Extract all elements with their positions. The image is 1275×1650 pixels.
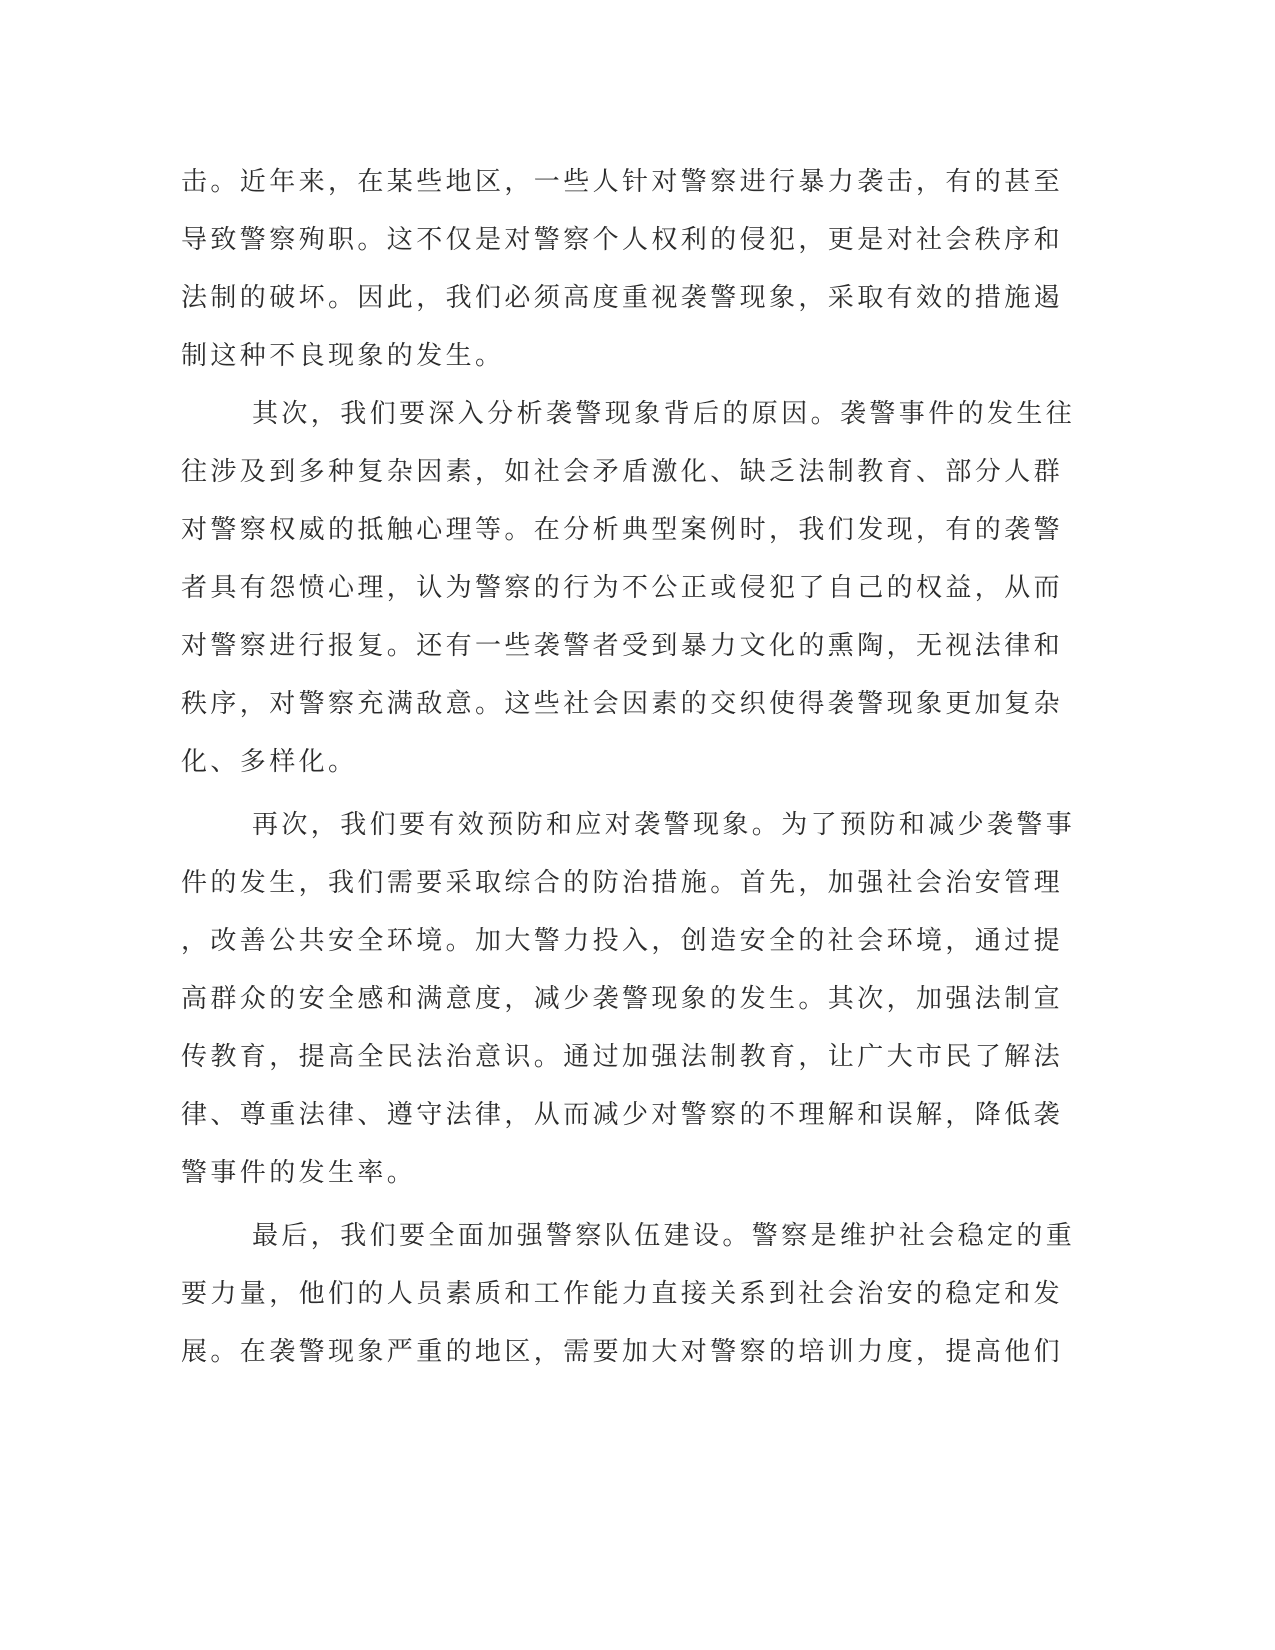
text-line: 导致警察殉职。这不仅是对警察个人权利的侵犯，更是对社会秩序和 — [181, 225, 1064, 255]
text-line: 制这种不良现象的发生。 — [181, 341, 505, 371]
text-line: 传教育，提高全民法治意识。通过加强法制教育，让广大市民了解法 — [181, 1042, 1064, 1072]
text-line: 件的发生，我们需要采取综合的防治措施。首先，加强社会治安管理 — [181, 868, 1064, 898]
text-line: 展。在袭警现象严重的地区，需要加大对警察的培训力度，提高他们 — [181, 1337, 1064, 1367]
text-line: 击。近年来，在某些地区，一些人针对警察进行暴力袭击，有的甚至 — [181, 167, 1064, 197]
text-line: 者具有怨愤心理，认为警察的行为不公正或侵犯了自己的权益，从而 — [181, 573, 1064, 603]
paragraph-first-line: 再次，我们要有效预防和应对袭警现象。为了预防和减少袭警事 — [252, 810, 1076, 840]
text-line: 法制的破坏。因此，我们必须高度重视袭警现象，采取有效的措施遏 — [181, 283, 1064, 313]
text-line: 高群众的安全感和满意度，减少袭警现象的发生。其次，加强法制宣 — [181, 984, 1064, 1014]
text-line: 秩序，对警察充满敌意。这些社会因素的交织使得袭警现象更加复杂 — [181, 689, 1064, 719]
paragraph-first-line: 其次，我们要深入分析袭警现象背后的原因。袭警事件的发生往 — [252, 399, 1076, 429]
text-line: 警事件的发生率。 — [181, 1158, 417, 1188]
text-line: 往涉及到多种复杂因素，如社会矛盾激化、缺乏法制教育、部分人群 — [181, 457, 1064, 487]
text-line: ，改善公共安全环境。加大警力投入，创造安全的社会环境，通过提 — [181, 926, 1064, 956]
text-line: 对警察进行报复。还有一些袭警者受到暴力文化的熏陶，无视法律和 — [181, 631, 1064, 661]
text-line: 对警察权威的抵触心理等。在分析典型案例时，我们发现，有的袭警 — [181, 515, 1064, 545]
text-line: 要力量，他们的人员素质和工作能力直接关系到社会治安的稳定和发 — [181, 1279, 1064, 1309]
paragraph-first-line: 最后，我们要全面加强警察队伍建设。警察是维护社会稳定的重 — [252, 1221, 1076, 1251]
text-line: 化、多样化。 — [181, 747, 358, 777]
text-line: 律、尊重法律、遵守法律，从而减少对警察的不理解和误解，降低袭 — [181, 1100, 1064, 1130]
